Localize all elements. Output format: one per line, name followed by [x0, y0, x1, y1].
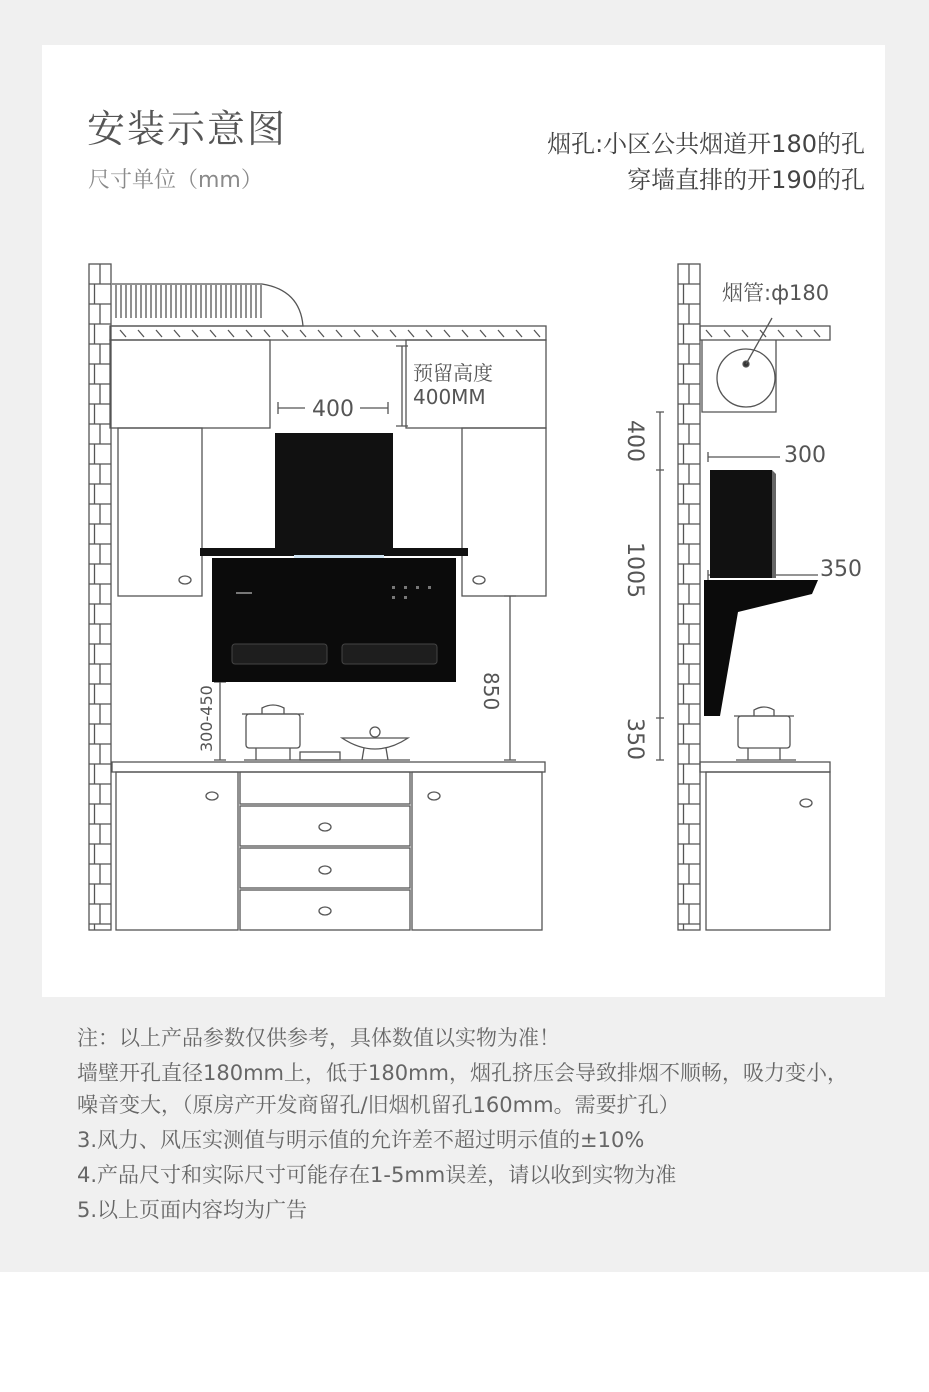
- side-stove-pot: [734, 707, 796, 760]
- lower-cabinet-left: [116, 772, 238, 930]
- note-2: 3.风力、风压实测值与明示值的允许差不超过明示值的±10%: [77, 1128, 645, 1152]
- lower-cabinet-right: [412, 772, 542, 930]
- lower-drawer-2: [240, 848, 410, 888]
- height-850-label: 850: [479, 672, 503, 711]
- countertop: [112, 762, 545, 772]
- stove-wok: [342, 727, 408, 760]
- range-hood-side: [704, 470, 818, 716]
- note-4: 5.以上页面内容均为广告: [77, 1198, 308, 1222]
- gap-width-label: 400: [312, 397, 354, 422]
- upper-cabinet-left: [110, 340, 270, 428]
- dim-middle-label: 1005: [622, 542, 647, 598]
- pipe-label: 烟管:ф180: [722, 281, 830, 305]
- reserve-label-1: 预留高度: [413, 361, 493, 385]
- page-title: 安装示意图: [87, 107, 288, 151]
- unit-label: 尺寸单位（mm）: [88, 168, 263, 193]
- dim-top-label: 400: [622, 420, 647, 462]
- front-ceiling-board: [110, 326, 546, 340]
- range-hood-front: [200, 433, 468, 682]
- side-ceiling-board: [700, 326, 830, 340]
- hole-note-line1: 烟孔:小区公共烟道开180的孔: [547, 130, 865, 158]
- notes-section: [77, 1022, 857, 1229]
- height-300-450-label: 300-450: [197, 685, 216, 752]
- stove-pot: [242, 705, 304, 760]
- note-3: 4.产品尺寸和实际尺寸可能存在1-5mm误差，请以收到实物为准: [77, 1163, 677, 1187]
- wall-cabinet-left-knob: [179, 576, 191, 584]
- lower-drawer-top: [240, 772, 410, 804]
- note-0: 注：以上产品参数仅供参考，具体数值以实物为准！: [77, 1026, 560, 1050]
- reserve-label-2: 400MM: [413, 385, 486, 409]
- side-brick-wall: [678, 264, 700, 930]
- hole-note-line2: 穿墙直排的开190的孔: [627, 166, 865, 194]
- front-duct-pipe: [112, 284, 303, 326]
- ceiling-hatching: [120, 330, 540, 337]
- lower-drawer-3: [240, 890, 410, 930]
- note-1: 墙壁开孔直径180mm上，低于180mm，烟孔挤压会导致排烟不顺畅，吸力变小，噪音变大，（原房产开发商留孔/旧烟机留孔160mm。需要扩孔）: [77, 1061, 848, 1117]
- hood-depth-bottom-label: 350: [820, 557, 862, 582]
- side-pipe: [702, 318, 776, 412]
- wall-cabinet-right-knob: [473, 576, 485, 584]
- hood-depth-top-label: 300: [784, 443, 826, 468]
- wall-cabinet-right: [462, 428, 546, 596]
- dim-bottom-label: 350: [622, 718, 647, 760]
- side-lower-cabinet: [706, 772, 830, 930]
- lower-drawer-1: [240, 806, 410, 846]
- wall-cabinet-left: [118, 428, 202, 596]
- front-brick-wall: [89, 264, 111, 930]
